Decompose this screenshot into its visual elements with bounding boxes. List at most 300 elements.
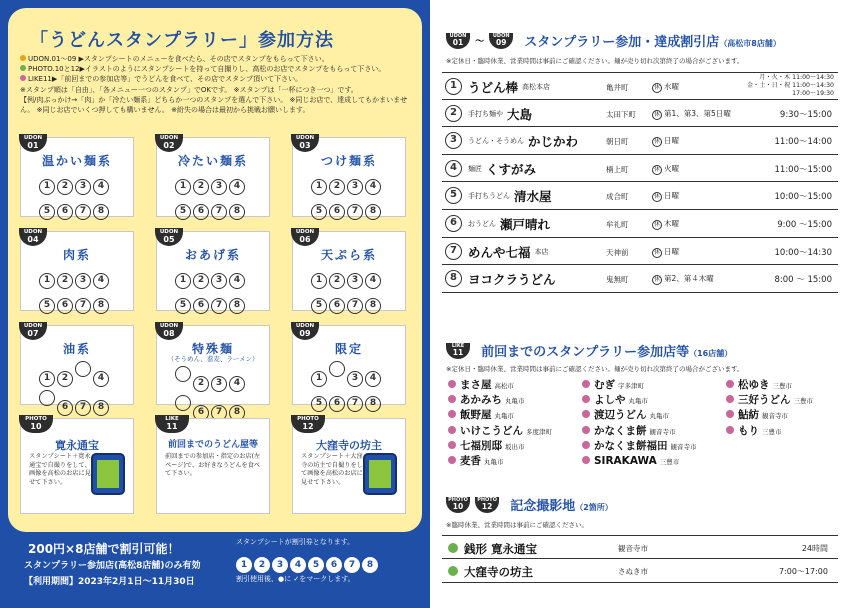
bullet-icon	[448, 395, 456, 403]
past-shops-note: ※定休日・臨時休業、営業時間は事前にご確認ください。麺が売り切れ次第終了の場合がございます。	[446, 365, 744, 373]
stamp-circle[interactable]: 3	[75, 179, 91, 195]
stamp-circle[interactable]: 3	[211, 179, 227, 195]
shop-number: 8	[445, 270, 462, 287]
tab-number: 06	[299, 235, 311, 244]
stamp-circles	[39, 361, 123, 419]
past-shop-item	[726, 424, 813, 439]
shop-closed	[652, 218, 679, 230]
coupon-circle[interactable]: 2	[254, 557, 270, 573]
tab-number: 01	[27, 141, 39, 150]
past-shop-name: 鮎紡	[738, 409, 759, 422]
past-shop-name: 渡辺うどん	[594, 409, 647, 422]
card-body: スタンプシート＋寛永通宝で自撮りをして、画像を高松のお店に見せて下さい。	[29, 453, 91, 486]
shops-title: スタンプラリー参加・達成割引店（高松市8店舗）	[524, 35, 781, 50]
shop-name: ヨコクラうどん	[468, 272, 556, 288]
closed-day-icon: 休	[653, 84, 660, 91]
photo-spot-name: 銭形 寛永通宝	[464, 542, 538, 556]
stamp-circle[interactable]: 4	[93, 371, 109, 387]
discount-scope: スタンプラリー参加店(高松8店舗)のみ有効	[24, 561, 201, 571]
closed-days: 水曜	[664, 82, 679, 91]
tab-tag: UDON	[159, 229, 179, 235]
shop-row	[442, 238, 838, 266]
photo-spot-name: 大窪寺の坊主	[464, 565, 533, 579]
stamp-circle[interactable]: 7	[211, 204, 227, 220]
stamp-circle[interactable]: 2	[193, 273, 209, 289]
phone-icon	[91, 453, 125, 495]
stamp-circles	[311, 361, 395, 415]
past-shop-item	[582, 393, 697, 408]
tab-number: 11	[166, 422, 178, 431]
stamp-circles	[39, 267, 123, 317]
shop-number: 5	[445, 187, 462, 204]
phone-screen	[97, 460, 119, 488]
coupon-circle[interactable]: 1	[236, 557, 252, 573]
stamp-circle[interactable]: 8	[229, 204, 245, 220]
udon-tab-icon	[291, 228, 319, 246]
photo-spots-note: ※臨時休業、営業時間は事前にご確認ください。	[446, 521, 588, 529]
stamp-circle[interactable]: 2	[57, 179, 73, 195]
bullet-icon	[582, 380, 590, 388]
stamp-circle[interactable]: 1	[39, 179, 55, 195]
stamp-circle[interactable]: 2	[329, 273, 345, 289]
phone-icon	[363, 453, 397, 495]
past-shop-item	[582, 378, 697, 393]
past-shop-area: 宇多津町	[618, 382, 644, 390]
past-shop-area: 丸亀市	[628, 397, 648, 406]
stamp-circle[interactable]: 1	[311, 273, 327, 289]
closed-days: 第2、第４木曜	[664, 274, 714, 284]
coupon-circle[interactable]: 3	[272, 557, 288, 573]
shop-number: 2	[445, 105, 462, 122]
stamp-circle[interactable]: 3	[211, 376, 227, 392]
shop-hours: 9:00 〜15:00	[777, 219, 832, 230]
past-shop-item	[448, 454, 552, 469]
stamp-circle[interactable]: 7	[211, 405, 227, 421]
bullet-icon	[448, 410, 456, 418]
stamp-card	[20, 323, 134, 412]
stamp-circle[interactable]: 5	[311, 204, 327, 220]
stamp-circle[interactable]: 4	[365, 273, 381, 289]
closed-days: 第1、第3、第5日曜	[664, 108, 731, 118]
past-shop-item	[582, 408, 697, 423]
stamp-circle[interactable]: 6	[193, 298, 209, 314]
past-shop-item	[726, 378, 813, 393]
tab-number: 12	[302, 422, 314, 431]
past-shop-area: 観音寺市	[762, 412, 788, 421]
stamp-circle[interactable]: 8	[93, 298, 109, 314]
udon-tab-icon	[155, 228, 183, 246]
udon-tab-icon	[19, 134, 47, 152]
past-shop-name: 松ゆき	[738, 379, 770, 391]
past-shop-area: 丸亀市	[505, 397, 525, 406]
stamp-circle[interactable]: 3	[75, 273, 91, 289]
bullet-icon	[582, 395, 590, 403]
shop-hours: 9:30〜15:00	[779, 109, 832, 120]
stamp-circle[interactable]: 1	[311, 179, 327, 195]
tab-number: 10	[30, 422, 42, 431]
closed-day-icon: 休	[653, 248, 660, 256]
past-shop-area: 三豊市	[762, 427, 782, 436]
stamp-circle[interactable]: 7	[211, 298, 227, 314]
past-shop-name: まさ屋	[460, 379, 492, 391]
coupon-circle[interactable]: 8	[362, 557, 378, 573]
stamp-circle[interactable]: 2	[193, 376, 209, 392]
past-shops-col-2	[582, 378, 697, 469]
stamp-circle[interactable]: 5	[39, 204, 55, 220]
shop-closed	[652, 163, 679, 175]
stamp-circle[interactable]: 2	[329, 179, 345, 195]
coupon-circle[interactable]: 6	[326, 557, 342, 573]
stamp-circle[interactable]: 8	[365, 298, 381, 314]
bullet-icon	[582, 426, 590, 434]
past-shop-item	[582, 439, 697, 454]
like-tab-icon: LIKE 11	[446, 343, 470, 359]
stamp-circle[interactable]: 5	[175, 204, 191, 220]
stamp-circle[interactable]: 4	[229, 376, 245, 392]
past-shop-item	[726, 408, 813, 423]
past-shop-area: 三豊市	[793, 397, 813, 406]
coupon-circle[interactable]: 5	[308, 557, 324, 573]
past-shops-col-1	[448, 378, 552, 469]
stamp-circle[interactable]: 4	[365, 371, 381, 387]
stamp-circle[interactable]: 4	[365, 179, 381, 195]
tab-number: 02	[163, 141, 175, 150]
bullet-icon	[448, 380, 456, 388]
shop-hours: 11:00〜15:00	[774, 164, 832, 175]
udon-tab-icon: UDON 09	[489, 33, 513, 49]
stamp-circles	[39, 173, 123, 223]
shop-location: 牟礼町	[606, 219, 629, 229]
bullet-icon	[582, 410, 590, 418]
shop-location: 鬼無町	[606, 275, 629, 285]
tab-tag: PHOTO	[297, 416, 319, 422]
instruction-line: PHOTO.10と12▶イラストのようにスタンプシートを持って自撮りし、高松のお店でスタンプをもらって下さい。	[20, 64, 415, 74]
past-shop-name: むぎ	[594, 379, 615, 391]
photo-spot-row	[442, 559, 838, 583]
shop-location: 亀井町	[606, 83, 629, 92]
past-shop-item	[448, 393, 552, 408]
tab-tag: UDON	[23, 323, 43, 329]
stamp-circle[interactable]: 1	[39, 273, 55, 289]
shop-row	[442, 182, 838, 210]
tab-tag: UDON	[295, 135, 315, 141]
closed-day-icon: 休	[653, 110, 660, 118]
photo-tab-icon: PHOTO 12	[475, 497, 499, 513]
discount-period: 【利用期間】2023年2月1日〜11月30日	[24, 577, 195, 587]
tab-number: 05	[163, 235, 175, 244]
past-shop-item	[726, 393, 813, 408]
shop-hours: 11:00〜14:00	[774, 137, 832, 148]
bullet-icon	[726, 395, 734, 403]
card-title: 前回までのうどん屋等	[167, 440, 258, 450]
past-shop-area: 丸亀市	[494, 412, 514, 421]
photo-card	[20, 418, 134, 514]
card-title: おあげ系	[184, 248, 241, 262]
stamp-circles	[311, 267, 395, 317]
stamp-circle[interactable]: 1	[39, 371, 55, 387]
past-shop-name: 七福別邸	[460, 439, 502, 452]
past-shop-item	[448, 424, 552, 439]
bullet-icon	[726, 426, 734, 434]
shop-row	[442, 265, 838, 293]
bullet-icon	[448, 426, 456, 434]
shop-prefix: うどん・そうめん	[468, 137, 524, 146]
past-shop-item	[448, 439, 552, 454]
photo-spot-hours: 24時間	[801, 544, 828, 553]
stamp-circle[interactable]: 6	[329, 204, 345, 220]
coupon-circles	[236, 552, 380, 573]
stamp-circle[interactable]: 6	[193, 204, 209, 220]
photo-spots-title: 記念撮影地（2箇所）	[510, 499, 613, 514]
like-tab-icon	[155, 415, 189, 433]
closed-day-icon: 休	[653, 276, 660, 284]
stamp-circle[interactable]	[75, 361, 91, 377]
closed-day-icon: 休	[653, 165, 660, 173]
shop-closed	[652, 273, 714, 285]
shop-number: 4	[445, 160, 462, 177]
bullet-icon	[726, 380, 734, 388]
udon-tab-icon	[155, 134, 183, 152]
shop-name: 大島	[507, 106, 533, 122]
photo-tab-icon	[291, 415, 325, 433]
shop-number: 7	[445, 243, 462, 260]
card-title: 温かい麺系	[41, 154, 112, 168]
tab-tag: PHOTO	[25, 416, 47, 422]
past-shop-name: もり	[738, 424, 759, 437]
stamp-circle[interactable]: 8	[365, 204, 381, 220]
discount-headline: 200円×8店舗で割引可能！	[28, 542, 180, 556]
bullet-icon	[582, 441, 590, 449]
stamp-circle[interactable]: 8	[365, 396, 381, 412]
past-shop-name: かなくま餅福田	[594, 439, 668, 452]
bullet-icon	[20, 75, 26, 81]
bullet-icon	[448, 566, 458, 576]
card-title: 油系	[62, 342, 91, 356]
past-shop-area: 丸亀市	[649, 412, 669, 421]
shop-hours-line: 金・土・日・祝 11:00〜14:30	[746, 81, 834, 89]
card-title: 特殊麺	[191, 342, 234, 356]
card-title: 限定	[334, 342, 363, 356]
past-shop-area: 丸亀市	[484, 458, 504, 467]
card-title: 大窪寺の坊主	[316, 439, 382, 452]
card-title: つけ麺系	[320, 154, 377, 168]
card-body: スタンプシート＋大窪寺の坊主で自撮りをして画像を高松のお店に見せて下さい。	[301, 453, 363, 486]
udon-tab-icon	[19, 322, 47, 340]
tab-number: 04	[27, 235, 39, 244]
stamp-circle[interactable]: 7	[75, 298, 91, 314]
stamp-circle[interactable]: 2	[193, 179, 209, 195]
stamp-circle[interactable]: 4	[229, 273, 245, 289]
bullet-icon	[448, 456, 456, 464]
past-shop-item	[582, 424, 697, 439]
stamp-circle[interactable]: 6	[329, 298, 345, 314]
tab-tag: UDON	[295, 323, 315, 329]
coupon-circle[interactable]: 7	[344, 557, 360, 573]
stamp-circles	[311, 173, 395, 223]
stamp-circle[interactable]: 7	[347, 204, 363, 220]
stamp-circle[interactable]: 3	[211, 273, 227, 289]
photo-spot-location: 観音寺市	[618, 544, 648, 553]
shop-number: 1	[445, 78, 462, 95]
stamp-circle[interactable]: 5	[311, 396, 327, 412]
coupon-label: スタンプシートが割引券となります。	[236, 538, 355, 546]
stamp-circle[interactable]	[175, 366, 191, 382]
instruction-line: LIKE11▶「前回までの参加店等」でうどんを食べて、その店でスタンプ頂いて下さい。	[20, 74, 415, 84]
stamp-circle[interactable]: 8	[93, 400, 109, 416]
photo-tab-icon	[19, 415, 53, 433]
tab-tag: UDON	[159, 135, 179, 141]
past-shop-item	[448, 378, 552, 393]
shop-name: くすがみ	[486, 161, 537, 177]
past-shop-area: 坂出市	[505, 442, 525, 451]
tab-tag: UDON	[295, 229, 315, 235]
shop-hours	[747, 74, 834, 97]
stamp-circle[interactable]: 1	[175, 273, 191, 289]
shops-note: ※定休日・臨時休業、営業時間は事前にご確認ください。麺が売り切れ次第終了の場合がございます。	[446, 57, 744, 65]
coupon-circle[interactable]: 4	[290, 557, 306, 573]
shops-header	[446, 30, 781, 50]
shop-row	[442, 210, 838, 238]
shop-row	[442, 155, 838, 183]
stamp-circle[interactable]	[175, 395, 191, 411]
shop-prefix: おうどん	[468, 219, 496, 228]
card-title: 天ぷら系	[320, 248, 377, 262]
stamp-circle[interactable]: 8	[229, 405, 245, 421]
closed-days: 火曜	[664, 163, 679, 173]
shop-prefix: 手打ちうどん	[468, 192, 510, 201]
shop-name: 瀬戸晴れ	[500, 216, 551, 232]
stamp-circle[interactable]: 7	[75, 204, 91, 220]
past-shop-name: いけこうどん	[460, 424, 523, 437]
shop-name: かじかわ	[528, 134, 579, 150]
stamp-circle[interactable]	[329, 361, 345, 377]
shops-table	[442, 72, 838, 293]
stamp-card	[156, 323, 270, 417]
card-title: 冷たい麺系	[177, 154, 248, 168]
past-shop-name: あかみち	[460, 394, 502, 407]
photo-spot-row	[442, 535, 838, 559]
shop-prefix: 麺匠	[468, 164, 482, 173]
stamp-circle[interactable]: 6	[193, 405, 209, 421]
stamp-card	[156, 231, 270, 311]
stamp-circle[interactable]: 4	[229, 179, 245, 195]
stamp-circle[interactable]: 7	[75, 400, 91, 416]
bullet-icon	[20, 65, 26, 71]
past-shop-name: よしや	[594, 394, 626, 407]
stamp-card	[292, 323, 406, 408]
stamp-circle[interactable]: 5	[39, 298, 55, 314]
udon-tab-icon	[155, 322, 183, 340]
shop-hours-line: 月・火・木 11:00〜14:30	[759, 74, 834, 81]
instruction-line: ※スタンプ順は「自由」、「各メニュー一つのスタンプ」でOKです。 ※スタンプは「一杯につき一つ」です。	[20, 85, 358, 94]
card-title: 肉系	[62, 248, 91, 262]
shop-row	[442, 127, 838, 155]
shop-closed	[652, 108, 731, 120]
stamp-circle[interactable]	[39, 390, 55, 406]
closed-day-icon: 休	[653, 138, 660, 146]
photo-spots-table	[442, 535, 838, 583]
past-shop-area: 三豊市	[659, 458, 680, 467]
stamp-circle[interactable]: 8	[229, 298, 245, 314]
stamp-card	[20, 137, 134, 217]
stamp-circle[interactable]: 6	[57, 400, 73, 416]
shop-closed	[652, 190, 679, 202]
past-shop-item	[582, 454, 697, 469]
tab-number: 07	[27, 329, 39, 338]
stamp-circle[interactable]: 7	[347, 298, 363, 314]
past-shop-area: 観音寺市	[649, 427, 676, 436]
photo-spot-location: さぬき市	[618, 567, 648, 576]
shop-row	[442, 100, 838, 128]
stamp-circle[interactable]: 4	[93, 273, 109, 289]
shop-suffix: 高松本店	[522, 83, 550, 91]
past-shop-item	[448, 408, 552, 423]
shop-name: めんや七福	[468, 244, 531, 260]
card-subtitle: （そうめん、蕎麦、ラーメン）	[167, 355, 259, 363]
stamp-circle[interactable]: 6	[57, 298, 73, 314]
stamp-circle[interactable]: 7	[347, 396, 363, 412]
udon-tab-icon	[19, 228, 47, 246]
closed-day-icon: 休	[653, 193, 660, 201]
shop-prefix: 手打ち麺や	[468, 109, 503, 118]
shop-name: 清水屋	[514, 189, 552, 205]
tab-tag: UDON	[159, 323, 179, 329]
shop-number: 3	[445, 132, 462, 149]
stamp-circle[interactable]: 8	[93, 204, 109, 220]
closed-days: 日曜	[664, 136, 679, 146]
stamp-circle[interactable]: 5	[175, 298, 191, 314]
stamp-circle[interactable]: 2	[57, 371, 73, 387]
shop-closed	[652, 246, 679, 258]
stamp-circle[interactable]: 3	[347, 179, 363, 195]
shop-row	[442, 72, 838, 100]
stamp-circles	[175, 173, 259, 223]
stamp-circle[interactable]: 4	[93, 179, 109, 195]
tab-tag: LIKE	[165, 416, 179, 422]
shop-location: 天神前	[606, 247, 629, 257]
instruction-line: 【例/肉ぶっかけ→「肉」か「冷たい麺系」どちらか一つのスタンプを選んで下さい。 ※同じお店で、達成してもかまいません。 ※同じお店でいくつ押しても構いません。 ※紛失の場合は最初から挑戦お願いします。	[20, 95, 408, 115]
closed-days: 木曜	[664, 218, 679, 228]
photo-spots-header	[446, 494, 613, 514]
bullet-icon	[448, 543, 458, 553]
stamp-circle[interactable]: 1	[311, 371, 327, 387]
tab-tag: UDON	[23, 229, 43, 235]
past-shop-area: 多度津町	[526, 427, 552, 436]
phone-screen	[369, 460, 391, 488]
shop-hours: 8:00 〜 15:00	[774, 275, 832, 286]
tilde: 〜	[475, 37, 485, 47]
photo-card	[292, 418, 406, 514]
stamp-card	[292, 231, 406, 311]
closed-days: 日曜	[664, 246, 679, 256]
stamp-circle[interactable]: 2	[57, 273, 73, 289]
stamp-circle[interactable]: 6	[329, 396, 345, 412]
instruction-line: UDON.01〜09 ▶スタンプシートのメニューを食べたら、その店でスタンプをもらって下さい。	[20, 54, 415, 64]
bullet-icon	[20, 55, 26, 61]
stamp-circle[interactable]: 3	[347, 371, 363, 387]
closed-day-icon: 休	[653, 220, 660, 228]
bullet-icon	[726, 410, 734, 418]
stamp-circle[interactable]: 6	[57, 204, 73, 220]
card-body: 前回までの参加店・指定のお店(左ページ)で、お好きなうどんを食べて下さい。	[165, 453, 261, 478]
stamp-circle[interactable]: 1	[175, 179, 191, 195]
instructions	[20, 54, 415, 115]
stamp-circle[interactable]: 5	[311, 298, 327, 314]
coupon-note: 割引使用後、●に ✓をマークします。	[236, 575, 355, 583]
shop-closed	[652, 81, 679, 93]
shop-hours-line: 17:00〜19:30	[792, 89, 834, 97]
stamp-circle[interactable]: 3	[347, 273, 363, 289]
